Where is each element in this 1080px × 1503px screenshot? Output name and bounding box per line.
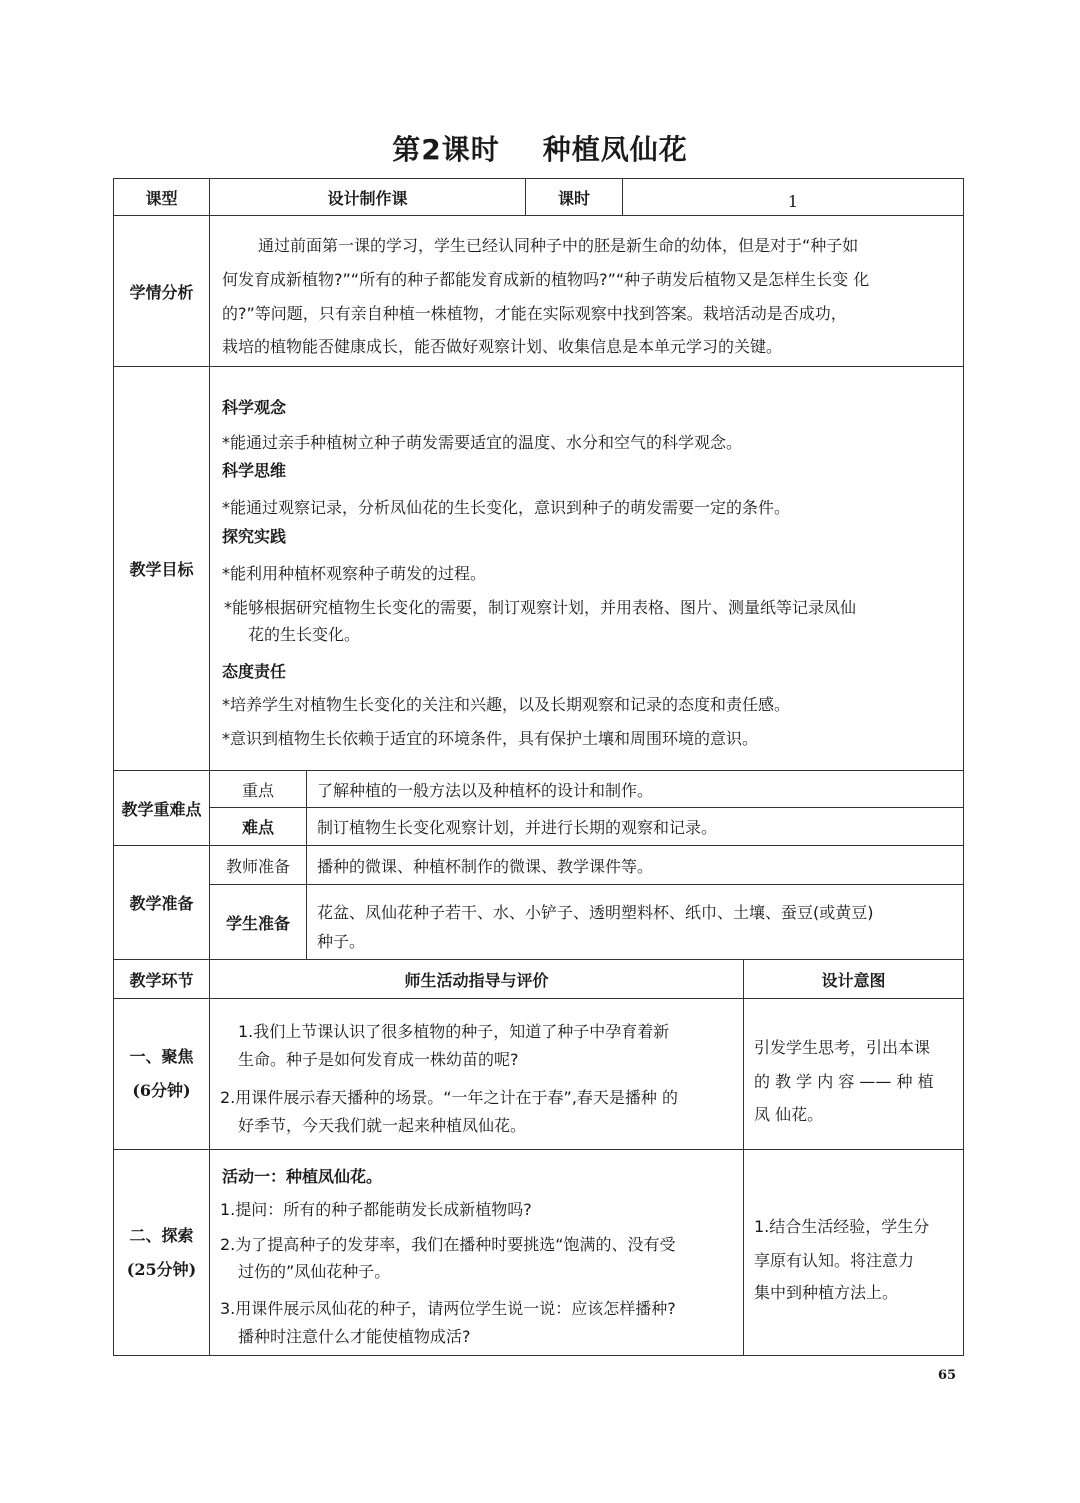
analysis-line: 栽培的植物能否健康成长，能否做好观察计划、收集信息是本单元学习的关键。 (222, 337, 783, 356)
stage-header (113, 959, 210, 999)
teacher-prep-text: 播种的微课、种植杯制作的微课、教学课件等。 (317, 856, 654, 876)
stage1-activity-line: 好季节，今天我们就一起来种植凤仙花。 (238, 1116, 527, 1135)
student-prep-content (306, 884, 964, 960)
lesson-hours-value-text: 1 (787, 191, 799, 211)
student-prep-label (209, 884, 307, 960)
stage1-intent-line: 的 教 学 内 容 —— 种 植 (754, 1072, 934, 1091)
stage1-label (113, 998, 210, 1150)
stage2-intent (743, 1149, 964, 1356)
objective-item: 花的生长变化。 (248, 625, 361, 644)
objective-heading: 探究实践 (222, 527, 287, 546)
stage2-activity-line: 2.为了提高种子的发芽率，我们在播种时要挑选“饱满的、没有受 (220, 1235, 676, 1254)
analysis-line: 的?”等问题，只有亲自种植一株植物，才能在实际观察中找到答案。栽培活动是否成功， (222, 304, 847, 323)
lesson-type-value (209, 178, 526, 216)
stage2-activity-line: 3.用课件展示凤仙花的种子，请两位学生说一说：应该怎样播种? (220, 1299, 676, 1318)
difficulty-label-text: 难点 (241, 818, 274, 837)
stage2-activity-heading: 活动一：种植凤仙花。 (222, 1167, 383, 1186)
objective-heading: 科学观念 (222, 398, 287, 417)
page-title: 第2课时 种植凤仙花 (392, 133, 688, 166)
student-prep-line: 花盆、凤仙花种子若干、水、小铲子、透明塑料杯、纸巾、土壤、蚕豆(或黄豆) (317, 903, 874, 922)
activity-header-text: 师生活动指导与评价 (404, 970, 549, 990)
stage2-activity-line: 1.提问：所有的种子都能萌发长成新植物吗? (220, 1200, 532, 1219)
stage1-time: (6分钟) (132, 1081, 191, 1100)
stage1-activity-line: 1.我们上节课认识了很多植物的种子，知道了种子中孕育着新 (238, 1022, 670, 1041)
analysis-line: 何发育成新植物?”“所有的种子都能发育成新的植物吗?”“种子萌发后植物又是怎样生长变 化 (222, 270, 870, 289)
preparation-label-text: 教学准备 (129, 894, 194, 913)
stage2-name: 二、探索 (129, 1225, 194, 1245)
teacher-prep-label-text: 教师准备 (225, 856, 290, 876)
teacher-prep-content (306, 845, 964, 885)
objective-item: *能通过观察记录，分析凤仙花的生长变化，意识到种子的萌发需要一定的条件。 (222, 498, 791, 517)
analysis-line: 通过前面第一课的学习，学生已经认同种子中的胚是新生命的幼体，但是对于“种子如 (258, 236, 859, 255)
stage2-intent-line: 享原有认知。将注意力 (754, 1251, 915, 1270)
stage2-intent-line: 1.结合生活经验，学生分 (754, 1217, 930, 1236)
focus-label-text: 重点 (241, 780, 274, 800)
stage1-activity-line: 生命。种子是如何发育成一株幼苗的呢? (238, 1050, 519, 1069)
stage1-intent-line: 凤 仙花。 (754, 1105, 824, 1124)
objectives-label (113, 366, 210, 771)
focus-text: 了解种植的一般方法以及种植杯的设计和制作。 (317, 780, 654, 800)
stage1-intent (743, 998, 964, 1150)
objective-heading: 科学思维 (222, 461, 287, 480)
focus-label (209, 770, 307, 808)
objective-item: *能通过亲手种植树立种子萌发需要适宜的温度、水分和空气的科学观念。 (222, 433, 743, 452)
stage1-activity (209, 998, 744, 1150)
stage-header-text: 教学环节 (129, 970, 194, 990)
key-points-label (113, 770, 210, 846)
stage2-label (113, 1149, 210, 1356)
stage2-time: (25分钟) (126, 1259, 197, 1279)
student-prep-label-text: 学生准备 (225, 913, 290, 933)
lesson-hours-label (525, 178, 623, 216)
stage2-activity-line: 过伤的”凤仙花种子。 (238, 1262, 391, 1281)
difficulty-text: 制订植物生长变化观察计划，并进行长期的观察和记录。 (317, 818, 718, 837)
stage1-name: 一、聚焦 (129, 1047, 194, 1066)
student-prep-line: 种子。 (317, 932, 366, 951)
difficulty-label (209, 807, 307, 846)
preparation-label (113, 845, 210, 960)
intent-header-text: 设计意图 (821, 970, 886, 990)
focus-content (306, 770, 964, 808)
lesson-type-value-text: 设计制作课 (327, 188, 408, 208)
objective-item: *意识到植物生长依赖于适宜的环境条件，具有保护土壤和周围环境的意识。 (222, 729, 759, 748)
objective-item: *能利用种植杯观察种子萌发的过程。 (222, 564, 487, 583)
objective-heading: 态度责任 (222, 662, 287, 681)
objectives-label-text: 教学目标 (129, 560, 194, 579)
lesson-hours-value (622, 178, 964, 216)
stage2-activity-line: 播种时注意什么才能使植物成活? (238, 1327, 471, 1346)
stage2-activity (209, 1149, 744, 1356)
analysis-label-text: 学情分析 (129, 282, 194, 302)
lesson-type-label-text: 课型 (145, 188, 178, 208)
analysis-content (209, 215, 964, 367)
stage1-activity-line: 2.用课件展示春天播种的场景。“一年之计在于春”,春天是播种 的 (220, 1088, 679, 1107)
objectives-content (209, 366, 964, 771)
intent-header (743, 959, 964, 999)
key-points-label-text: 教学重难点 (121, 799, 202, 819)
objective-item: *能够根据研究植物生长变化的需要，制订观察计划，并用表格、图片、测量纸等记录凤仙 (224, 598, 857, 617)
lesson-hours-label-text: 课时 (557, 188, 590, 208)
objective-item: *培养学生对植物生长变化的关注和兴趣，以及长期观察和记录的态度和责任感。 (222, 695, 791, 714)
activity-header (209, 959, 744, 999)
lesson-type-label (113, 178, 210, 216)
page-number: 65 (938, 1368, 957, 1383)
stage1-intent-line: 引发学生思考，引出本课 (754, 1038, 931, 1057)
analysis-label (113, 215, 210, 367)
stage2-intent-line: 集中到种植方法上。 (754, 1283, 899, 1302)
teacher-prep-label (209, 845, 307, 885)
difficulty-content (306, 807, 964, 846)
